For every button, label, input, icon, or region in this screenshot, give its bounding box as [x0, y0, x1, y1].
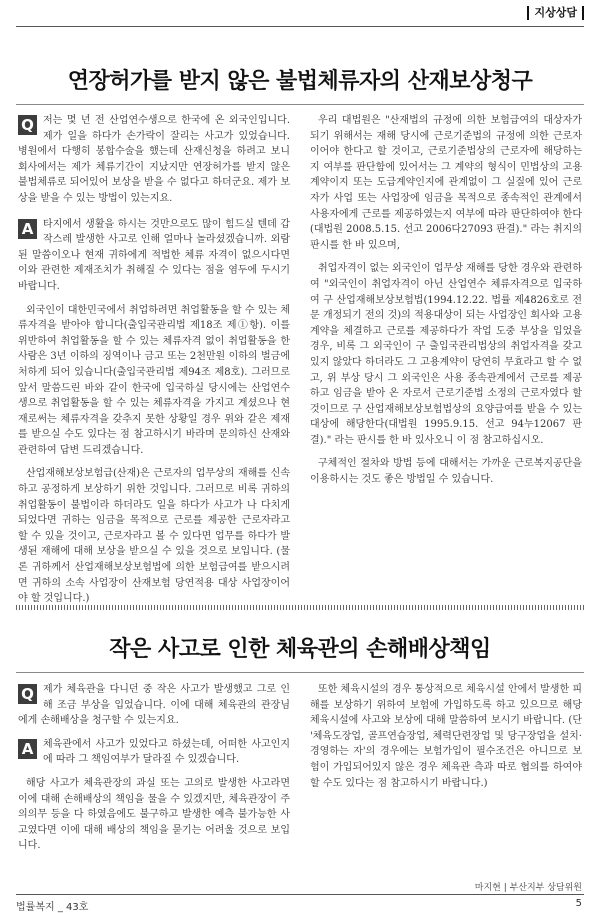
article1-question: Q 저는 몇 년 전 산업연수생으로 한국에 온 외국인입니다. 제가 일을 하다가 손가락이 잘리는 사고가 있었습니다. 병원에서 다행히 봉합수술을 했는데 산재신청을 하려고 보니 회사에서는 제가 체류기간이 지났지만 연장허가를 받지 않은 불법체류로 되어있어 보상을 받을 수 없다고 하더군요. 제가 보상을 받을 수 있는 방법이 있는지요. — [18, 115, 290, 204]
header-divider — [16, 26, 584, 27]
answer-badge: A — [18, 219, 37, 239]
section-separator — [16, 605, 584, 610]
publication-name: 법률복지 _ 43호 — [16, 902, 89, 913]
article2-question: Q 제가 체육관을 다니던 중 작은 사고가 발생했고 그로 인해 조금 부상을 입었습니다. 이에 대해 체육관의 관장님에게 손해배상을 청구할 수 있는지요. — [18, 684, 290, 727]
article2-paragraph: 해당 사고가 체육관장의 과실 또는 고의로 발생한 사고라면 이에 대해 손해배상의 책임을 물을 수 있겠지만, 체육관장이 주의의무 등을 다 하였음에도 불구하고 발생한 예측 불가능한 사고였다면 이에 대해 배상의 책임을 묻기는 어려울 것으로 보입니다. — [18, 777, 290, 852]
article1-left-column — [18, 113, 290, 615]
article1-title-rule — [16, 104, 584, 105]
article2-right-column — [310, 682, 582, 799]
article2-paragraph: 또한 체육시설의 경우 통상적으로 체육시설 안에서 발생한 피해를 보상하기 위하여 보험에 가입하도록 하고 있으므로 해당 체육시설에 사고와 보상에 대해 말씀하여 보시기 바랍니다. (단 '체육도장업, 골프연습장업, 체력단련장업 및 당구장업을 설치·경영하는 자'의 경우에는 보험가입이 필수조건은 아니므로 보험이 가입되어있지 않은 경우 체육관 측과 따로 협의를 하여야 할 수도 있다는 점 참고하시기 바랍니다.) — [310, 684, 582, 789]
article2-answer-intro: A 체육관에서 사고가 있었다고 하셨는데, 어떠한 사고인지에 따라 그 책임여부가 달라질 수 있겠습니다. — [18, 737, 290, 768]
article1-paragraph: 외국인이 대한민국에서 취업하려면 취업활동을 할 수 있는 체류자격을 받아야 합니다(출입국관리법 제18조 제①항). 이를 위반하여 취업활동을 할 수 있는 체류자격 없이 취업활동을 한 사람은 3년 이하의 징역이나 금고 또는 2천만원 이하의 벌금에 처하게 되어 있습니다(출입국관리법 제94조 제8호). 그러므로 앞서 말씀드린 바와 같이 한국에 입국하실 당시에는 산업연수생으로 취업활동을 할 수 있는 체류자격을 가지고 계셨으나 현재로써는 체류자격을 갖추지 못한 상황일 경우 위와 같은 제재를 받으실 수도 있다는 점 참고하시기 바라며 문의하신 산재와 관련하여 답변 드리겠습니다. — [18, 304, 290, 456]
article1-paragraph: 산업재해보상보험급(산재)은 근로자의 업무상의 재해를 신속하고 공정하게 보상하기 위한 것입니다. 그러므로 비록 귀하의 취업활동이 불법이라 하더라도 일을 하다가 사고가 나 다치게 되었다면 귀하는 임금을 목적으로 근로를 제공한 근로자라고 할 수 있을 것이고, 근로자라고 볼 수 있다면 업무를 하다가 발생된 재해에 대해 보상을 받으실 수 있을 것으로 보입니다. (물론 귀하께서 산업재해보상보험법에 의한 보험급여를 받으시려면 귀하의 소속 사업장이 산재보험 당연적용 대상 사업장이어야 할 것입니다.) — [18, 468, 290, 605]
article1-title: 연장허가를 받지 않은 불법체류자의 산재보상청구 — [67, 69, 533, 94]
question-badge: Q — [18, 115, 37, 135]
article1-answer-intro: A 타지에서 생활을 하시는 것만으로도 많이 힘드실 텐데 갑작스레 발생한 사고로 인해 얼마나 놀라셨겠습니까. 외람된 말씀이오나 현재 귀하에게 적법한 체류 자격이 없으시다면 이와 관련한 제재조치가 취해질 수 있다는 점을 염두에 두시기 바랍니다. — [18, 218, 290, 292]
answer-badge: A — [18, 739, 37, 759]
article1-paragraph: 구체적인 절차와 방법 등에 대해서는 가까운 근로복지공단을 이용하시는 것도 좋은 방법일 수 있습니다. — [310, 458, 582, 486]
article1-paragraph: 우리 대법원은 "산재법의 규정에 의한 보험급여의 대상자가 되기 위해서는 재해 당시에 근로기준법의 규정에 의한 근로자이어야 한다고 할 것이고, 근로기준법상의 근로자에 해당하는지 여부를 판단함에 있어서는 그 계약의 형식이 민법상의 고용계약이지 또는 도급계약인지에 관계없이 그 실질에 있어 근로자가 사업 또는 사업장에 임금을 목적으로 종속적인 관계에서 사용자에게 근로를 제공하였는지 여부에 따라 판단하여야 한다(대법원 2008.5.15. 선고 2006다27093 판결)." 라는 취지의 판시를 한 바 있으며, — [310, 115, 582, 251]
section-tag: 지상상담 — [527, 6, 584, 20]
article1-paragraph: 취업자격이 없는 외국인이 업무상 재해를 당한 경우와 관련하여 "외국인이 취업자격이 아닌 산업연수 체류자격으로 입국하여 구 산업재해보상보험법(1994.12.22. 법률 제4826호로 전문 개정되기 전의 것)의 적용대상이 되는 사업장인 회사와 고용계약을 체결하고 근로를 제공하다가 작업 도중 부상을 입었을 경우, 비록 그 외국인이 구 출입국관리법상의 취업자격을 갖고 있지 않았다 하더라도 그 고용계약이 당연히 무효라고 할 수 없고, 위 부상 당시 그 외국인은 사용 종속관계에서 근로를 제공하고 임금을 받아 온 자로서 근로기준법 소정의 근로자였다 할 것이므로 구 산업재해보상보험법상의 요양급여를 받을 수 있는 대상에 해당한다(대법원 1995.9.15. 선고 94누12067 판결)." 라는 판시를 한 바 있사오니 이 점 참고하십시오. — [310, 263, 582, 446]
question-badge: Q — [18, 684, 37, 704]
page-number: 5 — [575, 898, 582, 909]
article2-left-column — [18, 682, 290, 862]
article2-title: 작은 사고로 인한 체육관의 손해배상책임 — [109, 637, 491, 662]
article1-right-column — [310, 113, 582, 496]
article2-title-rule — [16, 672, 584, 673]
footer-divider — [16, 894, 584, 895]
author-signature: 마지현 | 부산지부 상담위원 — [474, 883, 582, 893]
